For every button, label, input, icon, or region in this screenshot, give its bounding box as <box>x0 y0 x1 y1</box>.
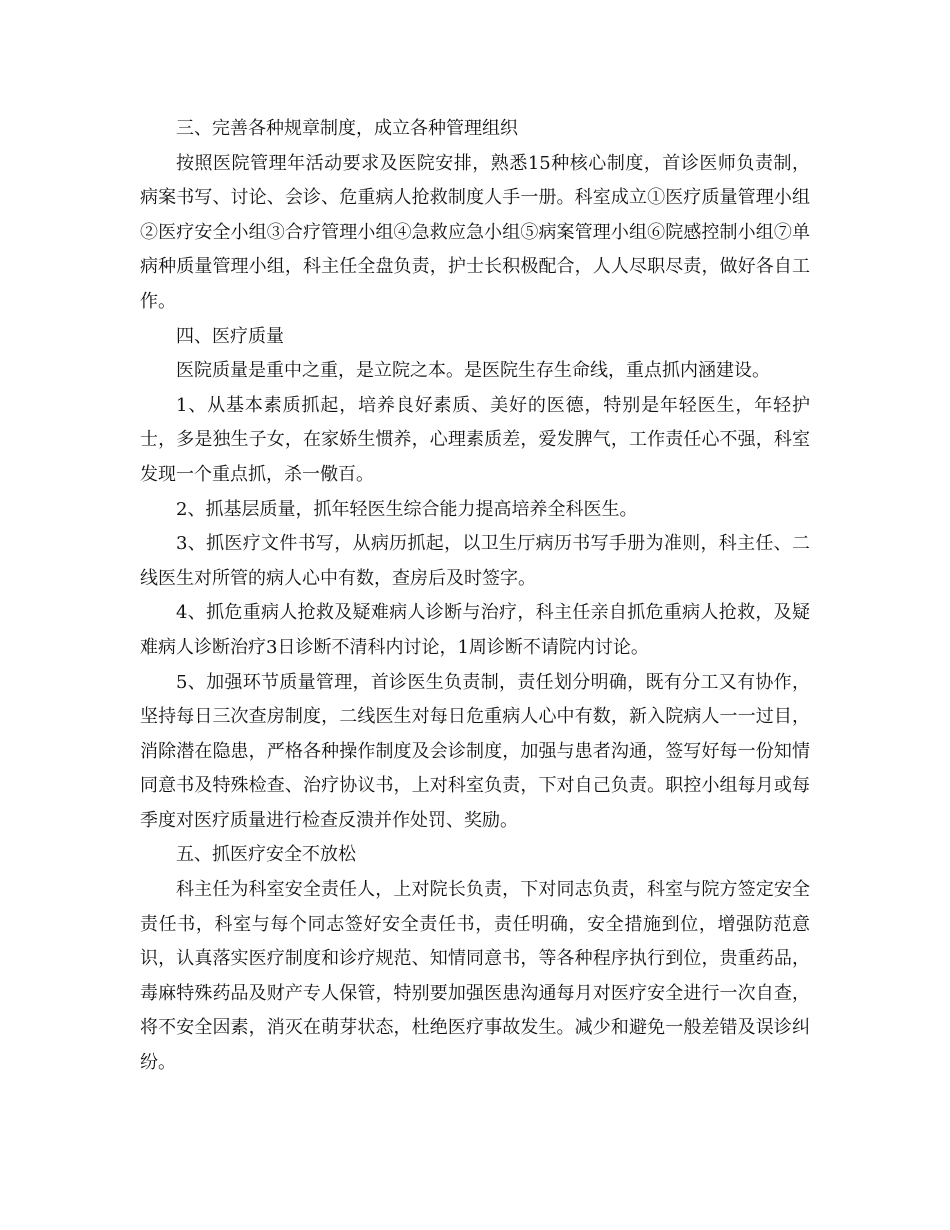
paragraph-regulations: 按照医院管理年活动要求及医院安排，熟悉15种核心制度，首诊医师负责制，病案书写、讨论、会诊、危重病人抢救制度人手一册。科室成立①医疗质量管理小组②医疗安全小组③合疗管理小组④急救应急小组⑤病案管理小组⑥院感控制小组⑦单病种质量管理小组，科主任全盘负责，护士长积极配合，人人尽职尽责，做好各自工作。 <box>140 152 810 312</box>
section-heading-3: 三、完善各种规章制度，成立各种管理组织 <box>176 118 518 139</box>
document-body <box>140 112 810 1081</box>
list-item-5: 5、加强环节质量管理，首诊医生负责制，责任划分明确，既有分工又有协作，坚持每日三次查房制度，二线医生对每日危重病人心中有数，新入院病人一一过目，消除潜在隐患，严格各种操作制度及会诊制度，加强与患者沟通，签写好每一份知情同意书及特殊检查、治疗协议书，上对科室负责，下对自己负责。职控小组每月或每季度对医疗质量进行检查反溃并作处罚、奖励。 <box>140 671 810 831</box>
paragraph-quality-intro: 医院质量是重中之重，是立院之本。是医院生存生命线，重点抓内涵建设。 <box>176 360 770 382</box>
list-item-3: 3、抓医疗文件书写，从病历抓起，以卫生厅病历书写手册为准则，科主任、二线医生对所管的病人心中有数，查房后及时签字。 <box>140 533 810 589</box>
section-heading-5: 五、抓医疗安全不放松 <box>176 844 356 866</box>
list-item-1: 1、从基本素质抓起，培养良好素质、美好的医德，特别是年轻医生，年轻护士，多是独生子女，在家娇生惯养，心理素质差，爱发脾气，工作责任心不强，科室发现一个重点抓，杀一儆百。 <box>140 394 810 485</box>
paragraph-safety: 科主任为科室安全责任人，上对院长负责，下对同志负责，科室与院方签定安全责任书，科室与每个同志签好安全责任书，责任明确，安全措施到位，增强防范意识，认真落实医疗制度和诊疗规范、知情同意书，等各种程序执行到位，贵重药品，毒麻特殊药品及财产专人保管，特别要加强医患沟通每月对医疗安全进行一次自查，将不安全因素，消灭在萌芽状态，杜绝医疗事故发生。减少和避免一般差错及误诊纠纷。 <box>140 879 810 1074</box>
list-item-4: 4、抓危重病人抢救及疑难病人诊断与治疗，科主任亲自抓危重病人抢救，及疑难病人诊断治疗3日诊断不清科内讨论，1周诊断不请院内讨论。 <box>140 602 810 658</box>
section-heading-4: 四、医疗质量 <box>176 325 284 347</box>
list-item-2: 2、抓基层质量，抓年轻医生综合能力提高培养全科医生。 <box>176 498 638 520</box>
